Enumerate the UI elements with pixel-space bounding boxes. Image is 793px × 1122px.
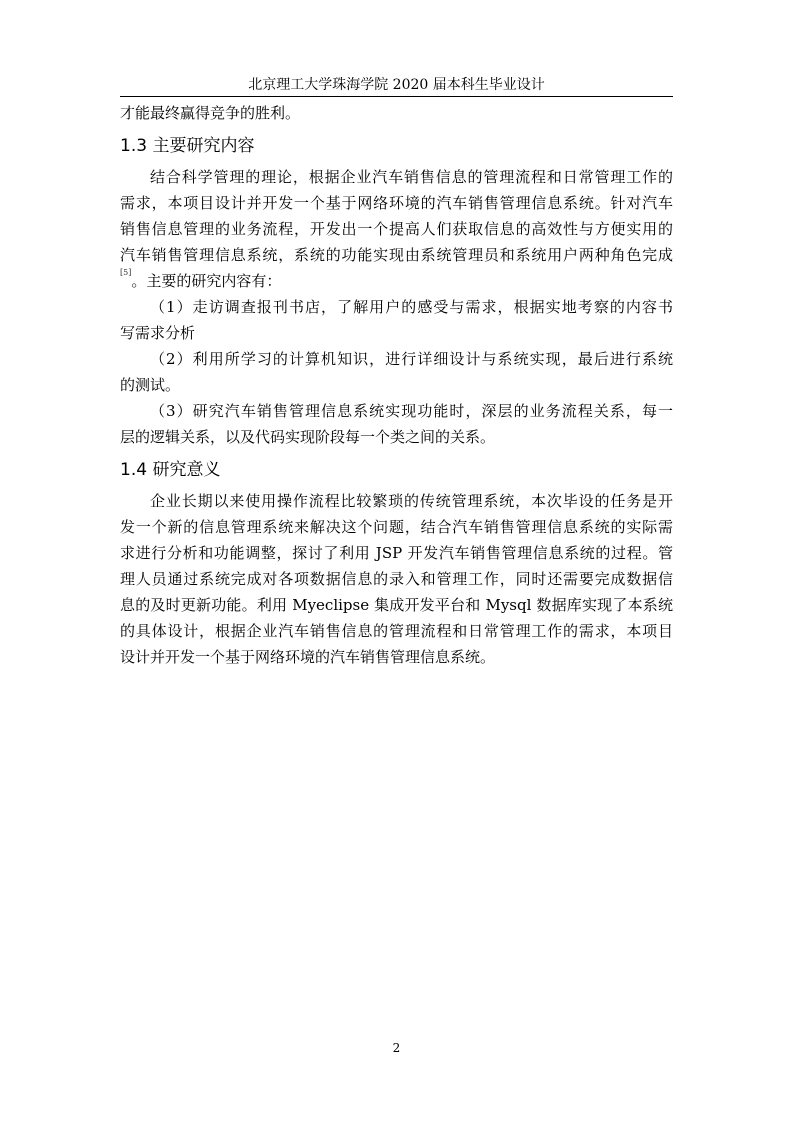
paragraph-line: 理人员通过系统完成对各项数据信息的录入和管理工作，同时还需要完成数据信: [120, 570, 673, 588]
paragraph-line: [120, 268, 673, 294]
paragraph-line: 企业长期以来使用操作流程比较繁琐的传统管理系统，本次毕设的任务是开: [150, 492, 673, 510]
list-item-3-line-2: 层的逻辑关系，以及代码实现阶段每一个类之间的关系。: [120, 428, 496, 446]
paragraph-line: 求进行分析和功能调整，探讨了利用 JSP 开发汽车销售管理信息系统的过程。管: [120, 544, 673, 562]
list-item-3-line-1: （3）研究汽车销售管理信息系统实现功能时，深层的业务流程关系，每一: [150, 402, 673, 420]
list-item-1-line-1: （1）走访调查报刊书店，了解用户的感受与需求，根据实地考察的内容书: [150, 298, 673, 316]
paragraph-tail: 。主要的研究内容有：: [131, 272, 282, 290]
header-divider: [120, 96, 673, 97]
paragraph-line: 结合科学管理的理论，根据企业汽车销售信息的管理流程和日常管理工作的: [150, 168, 673, 186]
paragraph-line: 需求，本项目设计并开发一个基于网络环境的汽车销售管理信息系统。针对汽车: [120, 194, 673, 212]
paragraph-line: 发一个新的信息管理系统来解决这个问题，结合汽车销售管理信息系统的实际需: [120, 518, 673, 536]
paragraph-line: 销售信息管理的业务流程，开发出一个提高人们获取信息的高效性与方便实用的: [120, 220, 673, 238]
list-item-1-line-2: 写需求分析: [120, 324, 196, 342]
page-number: 2: [392, 1041, 401, 1055]
section-heading-1-4: 1.4 研究意义: [120, 460, 221, 480]
paragraph-line: 设计并开发一个基于网络环境的汽车销售管理信息系统。: [120, 648, 496, 666]
page-header: 北京理工大学珠海学院 2020 届本科生毕业设计: [248, 77, 545, 93]
intro-continuation: 才能最终赢得竞争的胜利。: [120, 104, 301, 122]
section-heading-1-3: 1.3 主要研究内容: [120, 136, 255, 156]
paragraph-line: 息的及时更新功能。利用 Myeclipse 集成开发平台和 Mysql 数据库实现了本系统: [120, 596, 673, 614]
citation-marker: [5]: [120, 268, 132, 277]
list-item-2-line-1: （2）利用所学习的计算机知识，进行详细设计与系统实现，最后进行系统: [150, 350, 673, 368]
list-item-2-line-2: 的测试。: [120, 376, 181, 394]
page-body: [120, 100, 673, 670]
paragraph-line: 的具体设计，根据企业汽车销售信息的管理流程和日常管理工作的需求，本项目: [120, 622, 673, 640]
paragraph-line: 汽车销售管理信息系统，系统的功能实现由系统管理员和系统用户两种角色完成: [120, 246, 673, 264]
